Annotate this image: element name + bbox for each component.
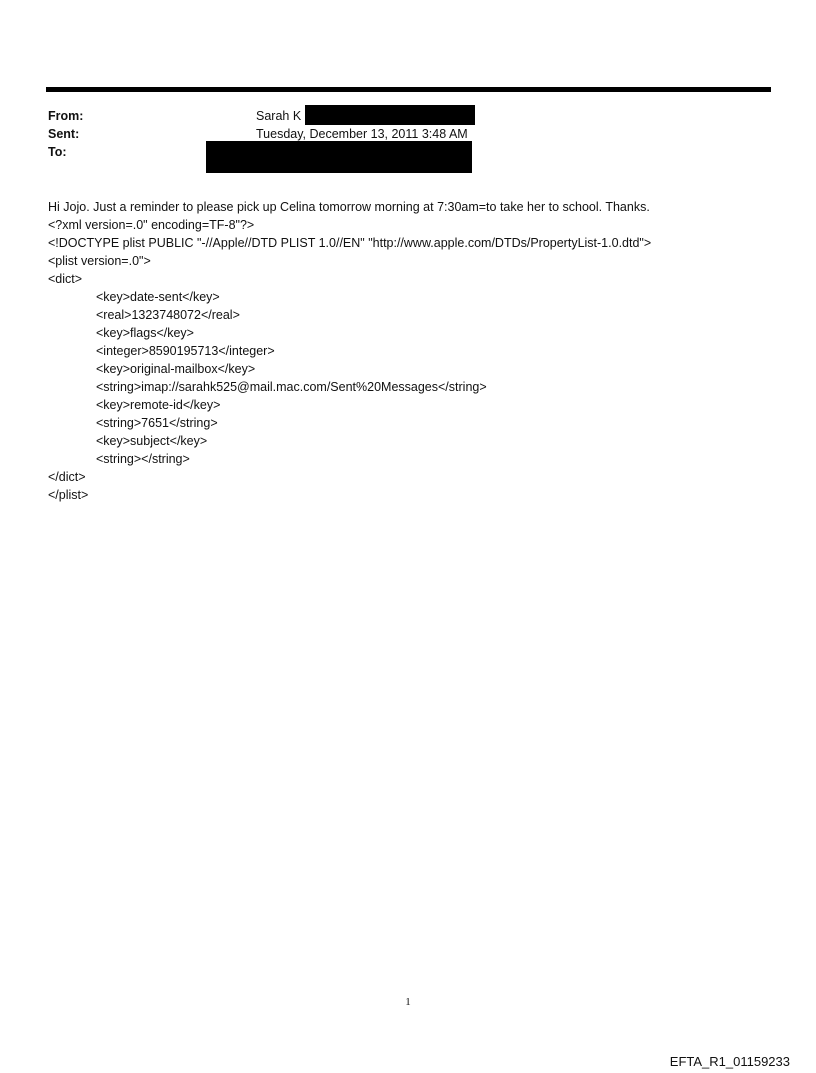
to-redaction-block: [206, 141, 472, 173]
sent-label: Sent:: [48, 127, 80, 141]
body-line: </dict>: [48, 470, 86, 484]
body-line: <key>subject</key>: [96, 434, 208, 448]
body-line: <!DOCTYPE plist PUBLIC "-//Apple//DTD PLIST 1.0//EN" "http://www.apple.com/DTDs/PropertyList-1.0.dtd">: [48, 236, 652, 250]
sent-value: Tuesday, December 13, 2011 3:48 AM: [256, 127, 468, 141]
body-line: <key>original-mailbox</key>: [96, 362, 256, 376]
body-line: <?xml version=.0" encoding=TF-8"?>: [48, 218, 255, 232]
to-label: To:: [48, 145, 67, 159]
body-line: <key>date-sent</key>: [96, 290, 220, 304]
body-line: <string></string>: [96, 452, 190, 466]
body-line: <key>remote-id</key>: [96, 398, 221, 412]
from-label: From:: [48, 109, 84, 123]
body-line: <string>7651</string>: [96, 416, 218, 430]
page-number: 1: [405, 996, 411, 1008]
bates-number: EFTA_R1_01159233: [669, 1054, 790, 1069]
body-line: <real>1323748072</real>: [96, 308, 240, 322]
body-line: <dict>: [48, 272, 83, 286]
body-line: Hi Jojo. Just a reminder to please pick up Celina tomorrow morning at 7:30am=to take her to school. Thanks.: [48, 200, 650, 214]
body-line: </plist>: [48, 488, 89, 502]
body-line: <plist version=.0">: [48, 254, 151, 268]
from-row: [48, 107, 748, 125]
from-value: [256, 107, 475, 125]
body-line: <integer>8590195713</integer>: [96, 344, 275, 358]
redaction-block: [305, 105, 475, 125]
body-line: <key>flags</key>: [96, 326, 194, 340]
from-name: Sarah K: [256, 109, 302, 123]
header-rule: [46, 87, 771, 92]
body-line: <string>imap://sarahk525@mail.mac.com/Sent%20Messages</string>: [96, 380, 487, 394]
email-body: [48, 198, 788, 504]
